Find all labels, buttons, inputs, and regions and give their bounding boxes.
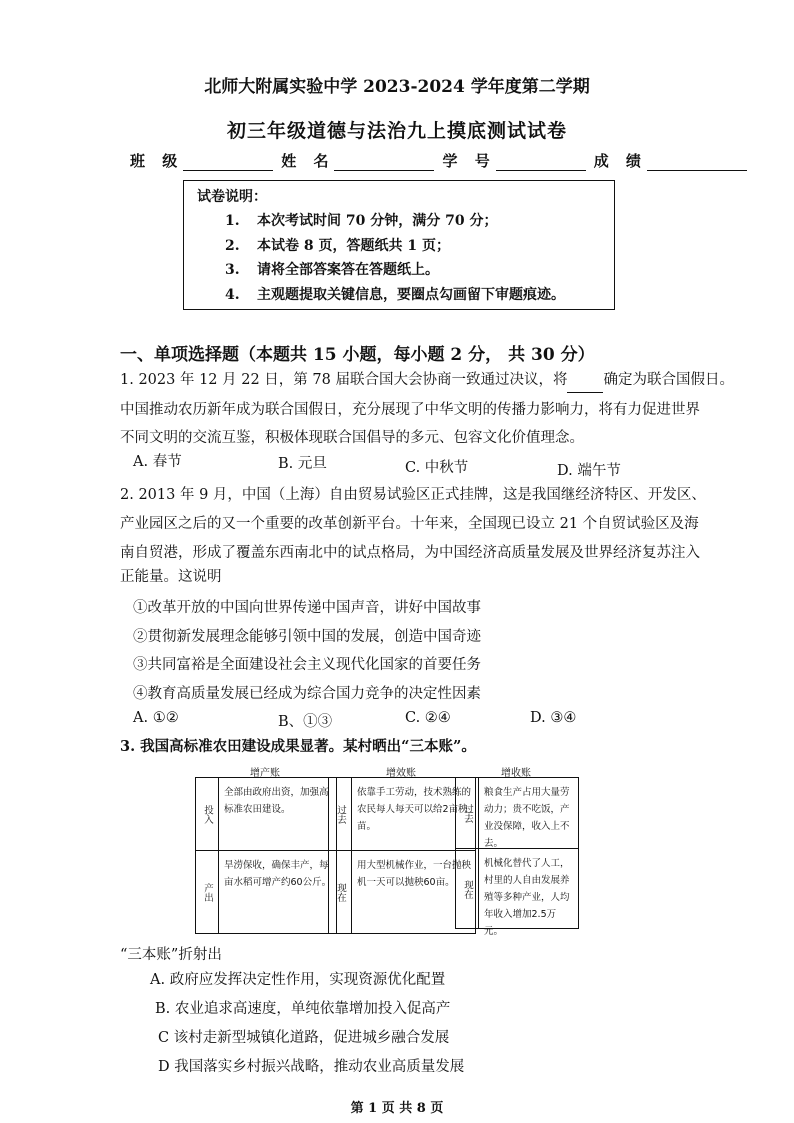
q3-option-d: D 我国落实乡村振兴战略，推动农业高质量发展 (158, 1059, 465, 1075)
instruction-item: 2. 本试卷 8 页，答题纸共 1 页； (225, 238, 450, 254)
school-header: 北师大附属实验中学 2023-2024 学年度第二学期 (204, 77, 590, 97)
question-2-line: 南自贸港，形成了覆盖东西南北中的试点格局，为中国经济高质量发展及世界经济复苏注入 (120, 545, 700, 561)
student-id-blank (496, 152, 586, 171)
row-side-label: 过去 (456, 778, 479, 848)
instruction-item: 1. 本次考试时间 70 分钟，满分 70 分； (225, 213, 498, 229)
q2-option-c: C. ②④ (405, 710, 451, 726)
q3-option-b: B. 农业追求高速度，单纯依靠增加投入促高产 (155, 1001, 451, 1017)
q2-option-a: A. ①② (133, 710, 179, 726)
table-row (329, 850, 475, 934)
row-text: 机械化替代了人工，村里的人自由发展养殖等多种产业，人均年收入增加2.5万元。 (484, 858, 570, 937)
question-1-line: 中国推动农历新年成为联合国假日，充分展现了中华文明的传播力影响力，将有力促进世界 (120, 402, 700, 418)
row-text: 旱涝保收，确保丰产，每亩水稻可增产约60公斤。 (224, 860, 332, 888)
name-blank (334, 152, 434, 171)
table-title-efficiency: 增效账 (386, 768, 416, 779)
question-3-prompt: “三本账”折射出 (120, 947, 222, 963)
row-side-label: 现在 (456, 849, 479, 929)
answer-blank (567, 376, 603, 393)
q2-option-d: D. ③④ (530, 710, 577, 726)
instruction-item: 4. 主观题提取关键信息，要圈点勾画留下审题痕迹。 (225, 287, 565, 303)
table-title-yield: 增产账 (250, 768, 280, 779)
table-row (456, 778, 578, 848)
question-2-line: 2. 2013 年 9 月，中国（上海）自由贸易试验区正式挂牌，这是我国继经济特区、开发区、 (120, 487, 706, 503)
q2-statement: ②贯彻新发展理念能够引领中国的发展，创造中国奇迹 (133, 629, 481, 645)
class-label: 班 级 (130, 152, 184, 170)
q2-statement: ④教育高质量发展已经成为综合国力竞争的决定性因素 (133, 686, 481, 702)
page-number: 第 1 页 共 8 页 (350, 1101, 444, 1116)
table-row (329, 778, 475, 850)
table-row (196, 778, 336, 850)
ledger-table-income (455, 777, 579, 937)
score-blank (647, 152, 747, 171)
q3-option-c: C 该村走新型城镇化道路，促进城乡融合发展 (158, 1030, 450, 1046)
student-info-row (130, 150, 755, 171)
ledger-table-efficiency (328, 777, 476, 934)
q2-statement: ③共同富裕是全面建设社会主义现代化国家的首要任务 (133, 657, 481, 673)
q1-option-a: A. 春节 (133, 454, 182, 470)
row-side-label: 产出 (196, 851, 219, 934)
q1-option-b: B. 元旦 (278, 456, 327, 472)
score-label: 成 绩 (593, 152, 647, 170)
q1-option-d: D. 端午节 (557, 463, 621, 479)
instruction-item: 3. 请将全部答案答在答题纸上。 (225, 262, 439, 278)
question-1-line: 不同文明的交流互鉴，积极体现联合国倡导的多元、包容文化价值理念。 (120, 430, 584, 446)
ledger-table-yield (195, 777, 337, 934)
q2-statement: ①改革开放的中国向世界传递中国声音，讲好中国故事 (133, 600, 481, 616)
exam-title: 初三年级道德与法治九上摸底测试试卷 (226, 120, 567, 142)
section-heading: 一、单项选择题（本题共 15 小题，每小题 2 分， 共 30 分） (120, 345, 595, 365)
row-side-label: 投入 (196, 778, 219, 850)
name-label: 姓 名 (281, 152, 335, 170)
row-text: 依靠手工劳动，技术熟练的农民每人每天可以给2亩秧苗。 (357, 787, 472, 832)
question-3-stem: 3. 我国高标准农田建设成果显著。某村晒出“三本账”。 (120, 738, 476, 755)
row-text: 粮食生产占用大量劳动力；贵不吃饭，产业没保障，收入上不去。 (484, 787, 570, 849)
table-title-income: 增收账 (501, 768, 531, 779)
row-side-label: 过去 (329, 778, 352, 850)
question-1-line: 1. 2023 年 12 月 22 日，第 78 届联合国大会协商一致通过决议，将 确定为联合国假日。 (120, 367, 734, 393)
table-row (196, 850, 336, 934)
class-blank (183, 152, 273, 171)
q1-option-c: C. 中秋节 (405, 460, 469, 476)
row-text: 用大型机械作业，一台抛秧机一天可以抛秧60亩。 (357, 860, 472, 888)
table-row (456, 848, 578, 937)
row-text: 全部由政府出资，加强高标准农田建设。 (224, 787, 329, 815)
row-side-label: 现在 (329, 851, 352, 934)
question-2-line: 正能量。这说明 (120, 569, 222, 585)
question-2-line: 产业园区之后的又一个重要的改革创新平台。十年来，全国现已设立 21 个自贸试验区及海 (120, 516, 699, 532)
instructions-title: 试卷说明： (197, 189, 267, 205)
q3-option-a: A. 政府应发挥决定性作用，实现资源优化配置 (150, 972, 446, 988)
student-id-label: 学 号 (442, 152, 496, 170)
q2-option-b: B、①③ (278, 714, 333, 730)
